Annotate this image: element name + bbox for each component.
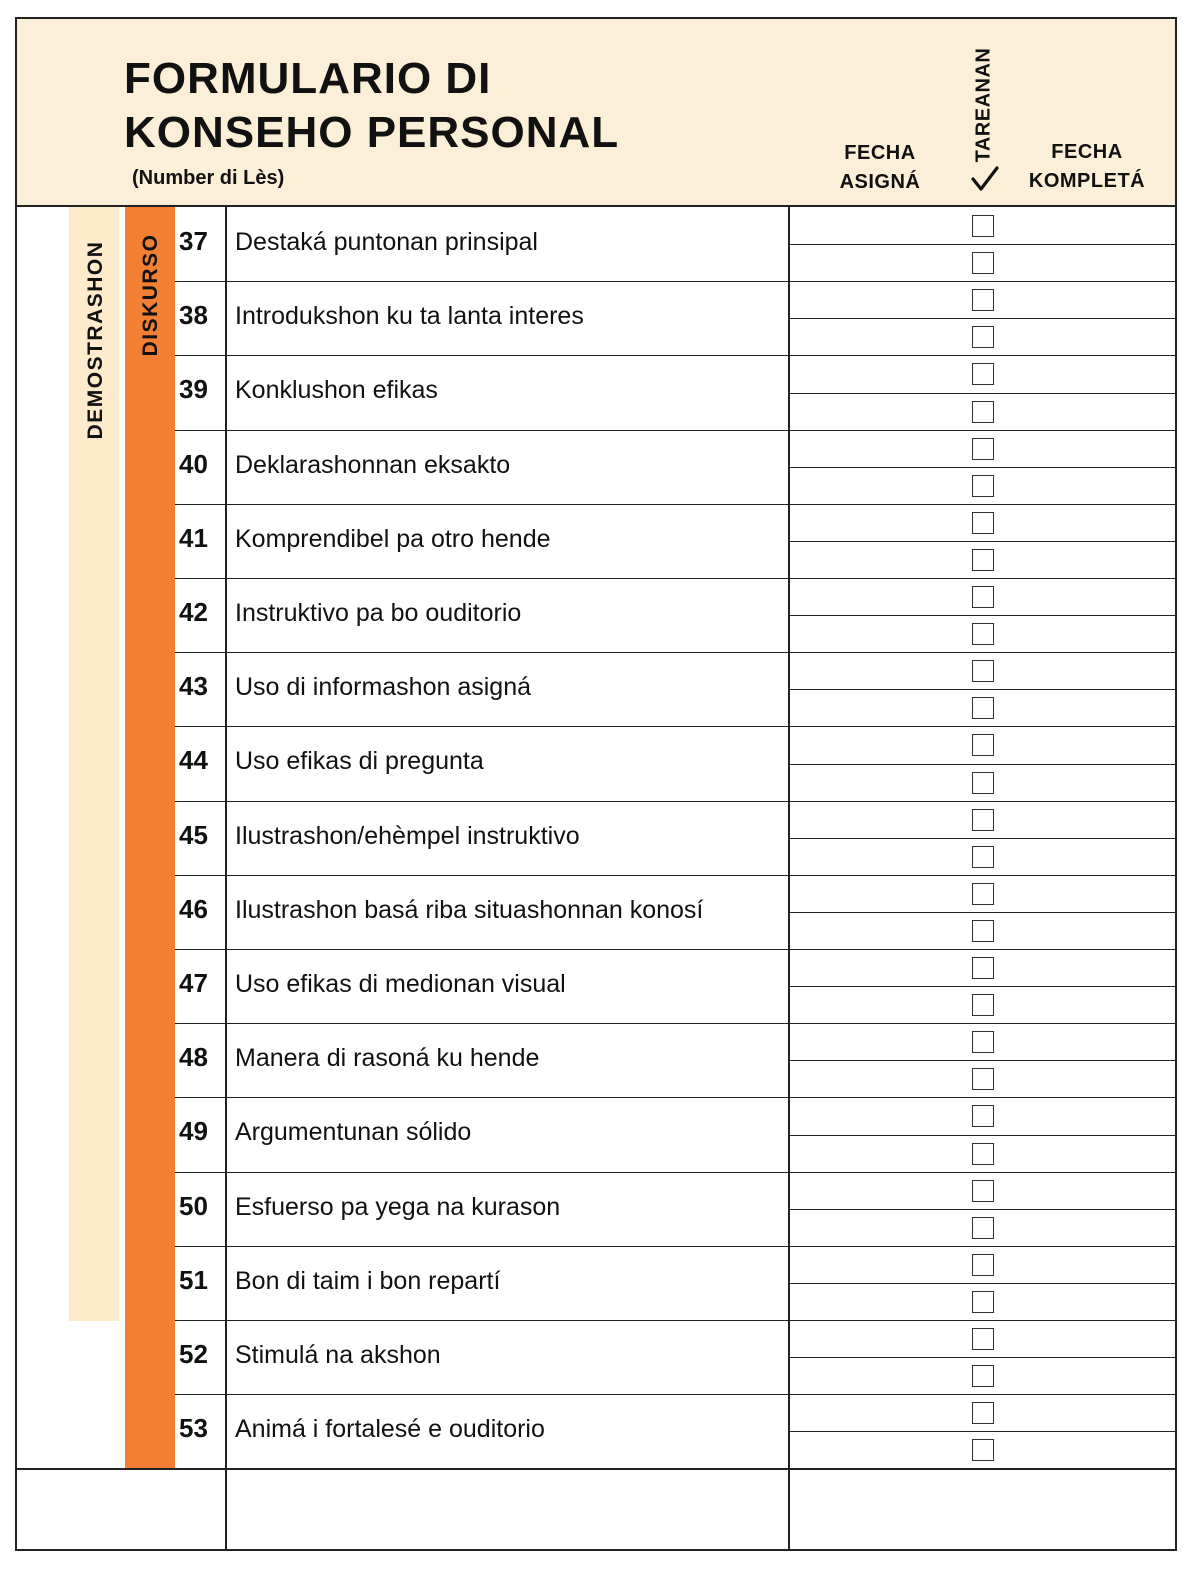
speech-label: DISKURSO [139,233,162,357]
task-checkbox[interactable] [972,401,994,423]
task-checkbox[interactable] [972,920,994,942]
task-checkbox[interactable] [972,438,994,460]
task-checkbox[interactable] [972,1291,994,1313]
task-checkbox[interactable] [972,1254,994,1276]
lesson-title: Animá i fortalesé e ouditorio [235,1415,545,1444]
column-header-assigned-date [820,139,940,197]
task-checkbox[interactable] [972,623,994,645]
task-checkbox[interactable] [972,1031,994,1053]
lesson-row [175,207,787,281]
date-line [788,986,1177,987]
task-checkbox[interactable] [972,809,994,831]
footer-divider [15,1468,1177,1470]
date-line [788,467,1177,468]
lesson-row [175,949,787,1023]
task-checkbox[interactable] [972,697,994,719]
lesson-number: 47 [179,968,208,998]
demonstration-label: DEMOSTRASHON [84,240,107,440]
task-checkbox[interactable] [972,1068,994,1090]
date-line [788,318,1177,319]
task-checkbox[interactable] [972,549,994,571]
lesson-row [175,801,787,875]
date-line [788,912,1177,913]
lesson-number: 49 [179,1116,208,1147]
task-checkbox[interactable] [972,1105,994,1127]
lesson-number: 52 [179,1339,208,1369]
lesson-row [175,1246,787,1320]
task-checkbox[interactable] [972,1143,994,1165]
lesson-title: Uso efikas di pregunta [235,747,484,776]
lesson-number: 50 [179,1190,208,1221]
lesson-row [175,504,787,578]
lesson-row [175,875,787,949]
date-line [788,1357,1177,1358]
lesson-number: 45 [179,819,208,850]
checkmark-icon [970,164,1000,194]
lesson-row [175,578,787,652]
date-line [788,615,1177,616]
lesson-number: 46 [179,893,208,924]
task-checkbox[interactable] [972,734,994,756]
lesson-row [175,430,787,504]
form-title-line-2: KONSEHO PERSONAL [124,108,620,157]
task-checkbox[interactable] [972,1365,994,1387]
lesson-number: 38 [179,300,208,331]
lesson-title: Deklarashonnan eksakto [235,450,511,479]
form-title [124,52,619,160]
task-checkbox[interactable] [972,289,994,311]
lesson-number: 53 [179,1413,208,1444]
task-checkbox[interactable] [972,660,994,682]
date-column-divider [788,205,790,1551]
lesson-row [175,1097,787,1171]
lesson-number: 39 [179,374,208,405]
task-checkbox[interactable] [972,475,994,497]
task-checkbox[interactable] [972,586,994,608]
lesson-number: 42 [179,597,208,627]
lesson-row [175,1023,787,1097]
lesson-title: Konklushon efikas [235,376,438,405]
task-checkbox[interactable] [972,1328,994,1350]
date-line [788,541,1177,542]
task-checkbox[interactable] [972,1180,994,1202]
lesson-row [175,1172,787,1246]
completed-date-line-1: FECHA [1051,141,1123,163]
date-line [788,244,1177,245]
lesson-title: Introdukshon ku ta lanta interes [235,302,584,331]
date-line [788,1283,1177,1284]
date-line [788,838,1177,839]
task-checkbox[interactable] [972,1439,994,1461]
lesson-number: 40 [179,448,208,479]
date-line [788,1135,1177,1136]
lesson-number: 41 [179,522,208,553]
task-checkbox[interactable] [972,215,994,237]
lesson-row [175,652,787,726]
task-checkbox[interactable] [972,772,994,794]
date-line [788,1431,1177,1432]
form-subtitle: (Number di Lès) [132,167,285,189]
assigned-date-line-1: FECHA [844,142,916,164]
lesson-title: Ilustrashon basá riba situashonnan konosí [235,895,704,924]
task-checkbox[interactable] [972,883,994,905]
lesson-title: Bon di taim i bon repartí [235,1266,501,1295]
lesson-title: Argumentunan sólido [235,1118,472,1147]
task-checkbox[interactable] [972,363,994,385]
form-title-line-1: FORMULARIO DI [124,54,492,103]
lesson-title: Uso di informashon asigná [235,673,531,702]
task-checkbox[interactable] [972,252,994,274]
speech-band [125,207,175,1469]
date-line [788,393,1177,394]
date-line [788,689,1177,690]
lesson-title: Komprendibel pa otro hende [235,524,551,553]
date-line [788,1060,1177,1061]
task-checkbox[interactable] [972,1402,994,1424]
assigned-date-line-2: ASIGNÁ [839,171,921,193]
lesson-title: Instruktivo pa bo ouditorio [235,599,522,627]
lesson-row [175,1320,787,1394]
lesson-row [175,726,787,800]
lesson-title: Destaká puntonan prinsipal [235,228,538,256]
lesson-title: Uso efikas di medionan visual [235,970,566,998]
lesson-row [175,281,787,355]
lesson-title: Ilustrashon/ehèmpel instruktivo [235,821,580,850]
lesson-number: 37 [179,226,208,256]
column-header-completed-date [1012,138,1162,196]
task-checkbox[interactable] [972,326,994,348]
lesson-title: Manera di rasoná ku hende [235,1044,540,1073]
lesson-number: 43 [179,671,208,702]
lesson-number: 48 [179,1042,208,1073]
lesson-row [175,355,787,429]
task-checkbox[interactable] [972,1217,994,1239]
lesson-row [175,1394,787,1468]
column-header-tasks: TAREANAN [972,47,995,163]
lesson-number: 44 [179,745,208,776]
task-checkbox[interactable] [972,957,994,979]
lesson-title: Stimulá na akshon [235,1341,441,1369]
lesson-title: Esfuerso pa yega na kurason [235,1192,561,1221]
completed-date-line-2: KOMPLETÁ [1028,170,1146,192]
lesson-number: 51 [179,1264,208,1295]
task-checkbox[interactable] [972,994,994,1016]
date-line [788,1209,1177,1210]
task-checkbox[interactable] [972,512,994,534]
date-line [788,764,1177,765]
task-checkbox[interactable] [972,846,994,868]
